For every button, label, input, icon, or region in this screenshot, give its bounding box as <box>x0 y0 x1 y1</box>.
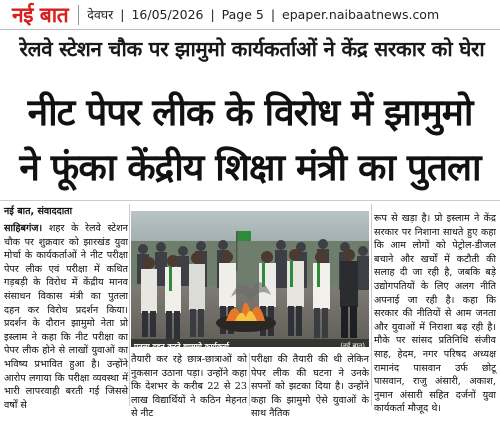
edition-date: 16/05/2026 <box>131 7 204 22</box>
edition-city: देवघर <box>87 7 114 22</box>
photo-caption-text: पुतला दहन करते झामुमो कार्यकर्ता <box>134 342 229 351</box>
place-lead: साहिबगंज। <box>4 223 43 234</box>
column-divider <box>249 353 250 406</box>
page-number: Page 5 <box>221 7 264 22</box>
main-headline-line1: नीट पेपर लीक के विरोध में झामुमो <box>27 91 473 134</box>
column-1-text: शहर के रेलवे स्टेशन चौक पर शुक्रवार को झारखंड युवा मोर्चा के कार्यकर्ताओं ने नीट परीक्षा पेपर लीक एवं परीक्षा में कथित गड़बड़ी के विरोध में केंद्रीय मानव संसाधन विकास मंत्री का पुतला दहन कर विरोध प्रदर्शन किया। प्रदर्शन के दौरान झामुमो नेता प्रो इस्लाम ने कहा कि नीट परीक्षा का पेपर लीक होने से लाखों युवाओं का भविष्य प्रभावित हुआ है। उन्होंने आरोप लगाया कि परीक्षा व्यवस्था में भारी लापरवाही बरती गई जिससे वर्षों से <box>4 223 128 411</box>
main-headline-line2: ने फूंका केंद्रीय शिक्षा मंत्री का पुतला <box>19 146 481 189</box>
dateline: नई बात, संवाददाता <box>4 206 73 217</box>
kicker-headline: रेलवे स्टेशन चौक पर झामुमो कार्यकर्ताओं ने केंद्र सरकार को घेरा <box>19 37 485 61</box>
column-divider <box>129 204 130 406</box>
protest-photo-illustration <box>131 211 369 347</box>
masthead-divider <box>78 5 79 25</box>
epaper-url[interactable]: epaper.naibaatnews.com <box>282 7 440 22</box>
column-divider <box>371 204 372 406</box>
newspaper-logo: नई बात <box>12 2 69 27</box>
edition-meta: देवघर | 16/05/2026 | Page 5 | epaper.naibaatnews.com <box>87 7 440 22</box>
article-column-3: परीक्षा की तैयारी की थी लेकिन पेपर लीक की घटना ने उनके सपनों को झटका दिया है। उन्होंने कहा कि झामुमो ऐसे युवाओं के साथ नैतिक <box>251 354 369 420</box>
masthead <box>0 0 500 30</box>
photo-caption <box>131 342 369 352</box>
photo-credit: (नई बात) <box>340 342 365 350</box>
news-photo <box>131 211 369 347</box>
headline-divider <box>0 200 500 201</box>
article-column-1 <box>4 222 128 411</box>
article-column-2: तैयारी कर रहे छात्र-छात्राओं को नुकसान उठाना पड़ा। उन्होंने कहा कि देशभर के करीब 22 से 23 लाख विद्यार्थियों ने कठिन मेहनत से नीट <box>131 354 247 420</box>
article-column-4: रूप से खड़ा है। प्रो इस्लाम ने केंद्र सरकार पर निशाना साधते हुए कहा कि आम लोगों को पेट्रोल-डीजल बचाने और खर्चों में कटौती की सलाह दी जा रही है, जबकि बड़े उद्योगपतियों के लिए अलग नीति अपनाई जा रही है। कहा कि सरकार की नीतियों से आम जनता और युवाओं में निराशा बढ़ रही है। मौके पर सांसद प्रतिनिधि संजीव साह, हेदम, नगर परिषद अध्यक्ष रामानंद पासवान उर्फ छोटू पासवान, राजु अंसारी, अकाश, नुमान अंसारी सहित दर्जनों युवा कार्यकर्ता मौजूद थे। <box>374 213 496 415</box>
